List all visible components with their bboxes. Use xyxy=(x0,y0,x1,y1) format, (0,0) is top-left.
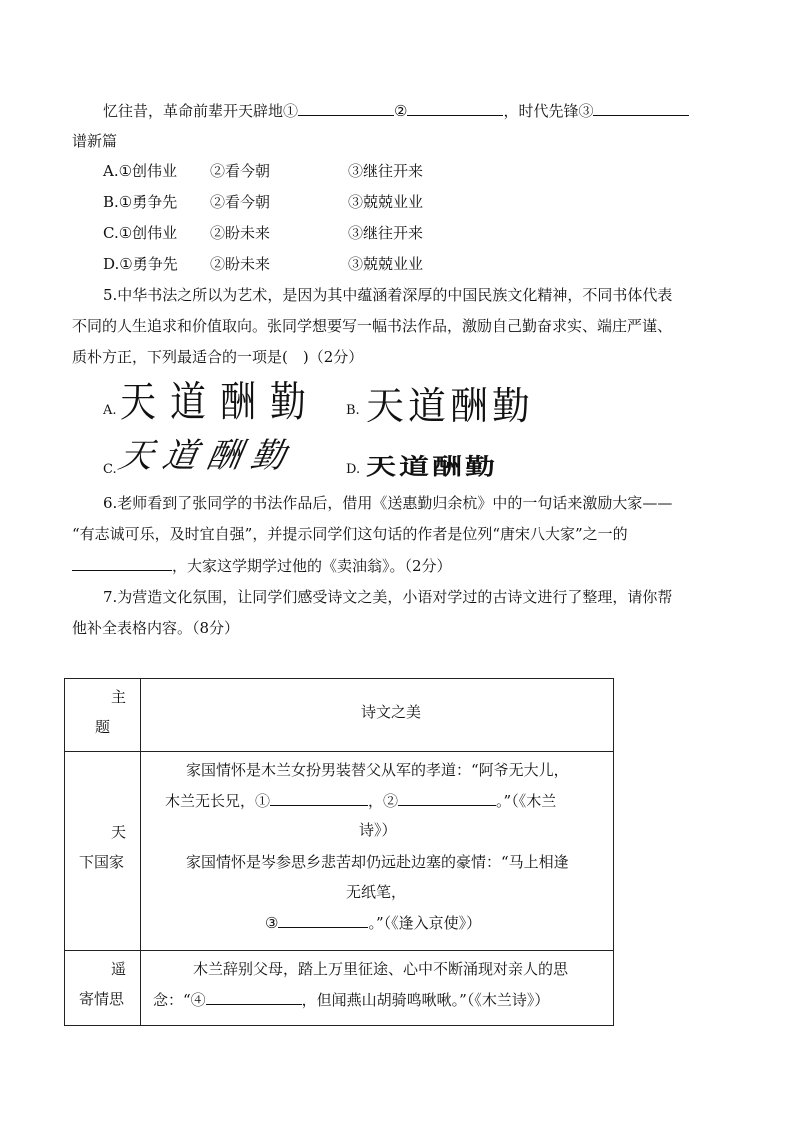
q5-option-d-calligraphy: 天道酬勤 xyxy=(366,454,498,481)
table-row2-line2 xyxy=(153,989,549,1010)
q4-option-b-c2: ②看今朝 xyxy=(210,193,271,211)
q4-stem-line1 xyxy=(103,100,689,121)
q4-option-b-letter: B. xyxy=(103,193,119,211)
q4-blank-1[interactable] xyxy=(298,100,394,116)
table-row1-line2-b: ，② xyxy=(368,792,399,810)
q6-blank[interactable] xyxy=(72,555,172,571)
table-row1-theme-a: 天 xyxy=(111,823,127,841)
table-row1-line2-a: 木兰无长兄，① xyxy=(165,792,271,810)
table-row1-line4: 家国情怀是岑参思乡悲苦却仍远赴边塞的豪情：“马上相逢 xyxy=(186,853,569,871)
q4-option-d[interactable] xyxy=(103,254,178,274)
table-header-row xyxy=(65,679,614,752)
q4-stem-part1: 忆往昔，革命前辈开天辟地① xyxy=(103,102,299,120)
q4-option-a[interactable] xyxy=(103,161,177,181)
table-row2-line2-a: 念：“④ xyxy=(153,991,206,1009)
table-blank-2[interactable] xyxy=(398,790,496,806)
table-row1-line1: 家国情怀是木兰女扮男装替父从军的孝道：“阿爷无大儿， xyxy=(186,761,569,779)
table-header-theme-b: 题 xyxy=(95,718,111,736)
table-blank-4[interactable] xyxy=(206,989,302,1005)
poetry-table xyxy=(64,678,614,1026)
table-row1-line3: 诗》） xyxy=(359,821,397,839)
q7-stem-line2: 他补全表格内容。（8分） xyxy=(72,619,240,637)
table-blank-1[interactable] xyxy=(270,790,368,806)
q4-option-c-c2: ②盼未来 xyxy=(210,224,271,242)
table-header-content-label: 诗文之美 xyxy=(361,703,422,721)
q4-stem-part2: ② xyxy=(394,102,408,120)
table-row xyxy=(65,752,614,951)
q5-option-a-calligraphy: 天道酬勤 xyxy=(120,379,321,427)
q7-stem-line1: 7.为营造文化氛围，让同学们感受诗文之美，小语对学过的古诗文进行了整理，请你帮 xyxy=(103,588,673,606)
q5-stem-line3: 质朴方正，下列最适合的一项是( )（2分） xyxy=(72,348,364,366)
table-row1-line2 xyxy=(165,790,556,811)
table-row1-line6-b: 。”（《逢入京使》） xyxy=(368,914,482,932)
table-header-theme xyxy=(65,679,141,752)
q5-option-c-letter: C. xyxy=(103,462,117,477)
q5-option-b-letter: B. xyxy=(346,403,360,418)
table-blank-3[interactable] xyxy=(278,912,368,928)
q4-stem-part3: ，时代先锋③ xyxy=(503,102,594,120)
q4-option-b-c3: ③兢兢业业 xyxy=(348,193,424,211)
q4-option-a-c2: ②看今朝 xyxy=(210,162,271,180)
table-row1-content xyxy=(141,752,614,951)
q4-option-c-c1: ①创伟业 xyxy=(118,224,178,242)
q4-option-c-c3: ③继往开来 xyxy=(348,224,424,242)
table-row1-theme xyxy=(65,752,141,951)
q4-option-d-c3: ③兢兢业业 xyxy=(348,255,424,273)
q4-option-a-c1: ①创伟业 xyxy=(118,162,178,180)
q4-blank-2[interactable] xyxy=(407,100,503,116)
q5-option-c-calligraphy: 天道酬勤 xyxy=(115,436,299,476)
q4-option-d-letter: D. xyxy=(103,255,120,273)
table-row2-line1: 木兰辞别父母，踏上万里征途、心中不断涌现对亲人的思 xyxy=(193,960,569,978)
table-row1-line2-c: 。”（《木兰 xyxy=(496,792,557,810)
table-row1-line6-a: ③ xyxy=(265,914,279,932)
table-row2-line2-b: ，但闻燕山胡骑鸣啾啾。”（《木兰诗》） xyxy=(301,991,550,1009)
q4-option-b[interactable] xyxy=(103,192,177,212)
q6-stem-line1: 6.老师看到了张同学的书法作品后，借用《送惠勤归余杭》中的一句话来激励大家—— xyxy=(103,494,673,512)
q4-option-a-c3: ③继往开来 xyxy=(348,162,424,180)
q4-stem-line2: 谱新篇 xyxy=(72,132,118,150)
q6-stem-line2: “有志诚可乐，及时宜自强”，并提示同学们这句话的作者是位列“唐宋八大家”之一的 xyxy=(72,525,628,543)
table-row2-content xyxy=(141,951,614,1026)
table-header-content xyxy=(141,679,614,752)
q5-option-b-calligraphy: 天道酬勤 xyxy=(366,386,535,428)
table-header-theme-a: 主 xyxy=(111,688,127,706)
q4-option-c-letter: C. xyxy=(103,224,119,242)
q5-option-d-letter: D. xyxy=(346,462,361,477)
q4-option-d-c2: ②盼未来 xyxy=(210,255,271,273)
table-row2-theme xyxy=(65,951,141,1026)
table-row xyxy=(65,951,614,1026)
table-row1-theme-b: 下国家 xyxy=(79,853,125,871)
q4-option-c[interactable] xyxy=(103,223,177,243)
table-row1-line6 xyxy=(265,912,481,933)
q6-stem-line3-text: ，大家这学期学过他的《卖油翁》。（2分） xyxy=(172,557,452,575)
q6-stem-line3 xyxy=(72,555,452,576)
table-row1-line5: 无纸笔， xyxy=(346,883,407,901)
q5-option-a-letter: A. xyxy=(103,403,117,418)
q4-option-b-c1: ①勇争先 xyxy=(118,193,178,211)
q4-blank-3[interactable] xyxy=(593,100,689,116)
q4-option-d-c1: ①勇争先 xyxy=(119,255,178,273)
q5-stem-line1: 5.中华书法之所以为艺术，是因为其中蕴涵着深厚的中国民族文化精神，不同书体代表 xyxy=(103,286,673,304)
q5-stem-line2: 不同的人生追求和价值取向。张同学想要写一幅书法作品，激励自己勤奋求实、端庄严谨、 xyxy=(72,317,673,335)
q4-option-a-letter: A. xyxy=(103,162,119,180)
table-row2-theme-a: 遥 xyxy=(111,960,127,978)
table-row2-theme-b: 寄情思 xyxy=(79,990,125,1008)
